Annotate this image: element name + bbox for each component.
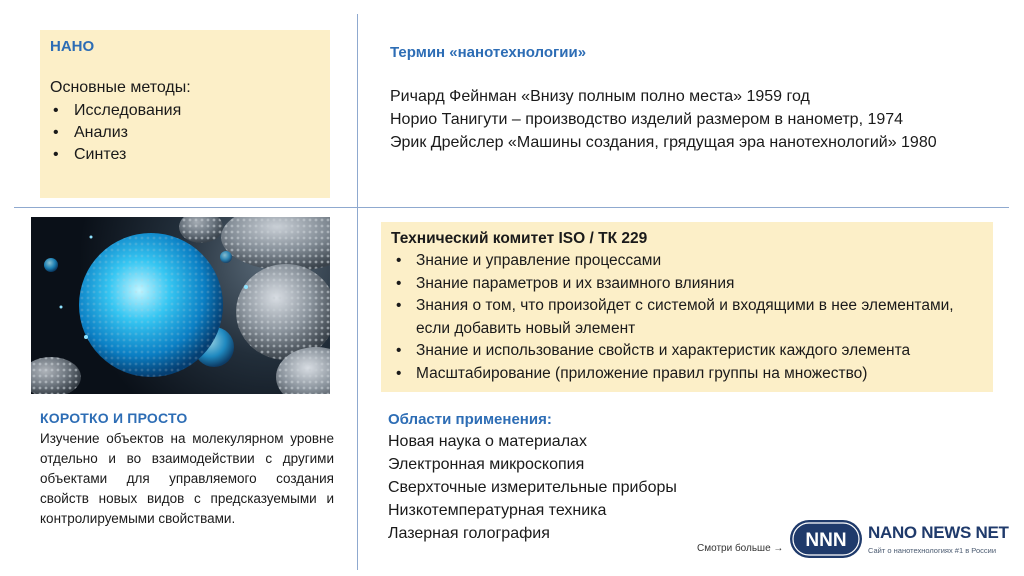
iso-item: • Знание и управление процессами <box>391 250 983 273</box>
nanospheres-illustration <box>31 217 330 394</box>
term-line-drexler: Эрик Дрейслер «Машины создания, грядущая эра нанотехнологий» 1980 <box>390 134 937 151</box>
applications-box <box>388 411 808 545</box>
iso-item: • Знание и использование свойств и характеристик каждого элемента <box>391 340 983 363</box>
iso-item: • Знание параметров и их взаимного влияния <box>391 273 983 296</box>
horizontal-divider <box>14 207 1009 208</box>
application-item: Электронная микроскопия <box>388 456 585 473</box>
nano-title: НАНО <box>50 38 95 55</box>
nnn-logo-icon <box>790 520 862 558</box>
nano-image <box>31 217 330 394</box>
nano-news-net-logo[interactable] <box>790 518 1010 562</box>
term-line-feynman: Ричард Фейнман «Внизу полным полно места» 1959 год <box>390 88 810 105</box>
term-history-list <box>390 85 1010 154</box>
short-description <box>40 410 334 529</box>
methods-list <box>50 100 320 166</box>
application-item: Лазерная голография <box>388 525 550 542</box>
vertical-divider <box>357 14 358 570</box>
iso-title: Технический комитет ISO / ТК 229 <box>391 230 648 247</box>
svg-text:NNN: NNN <box>805 530 847 551</box>
iso-item: • Масштабирование (приложение правил группы на множество) <box>391 363 983 386</box>
short-title: КОРОТКО И ПРОСТО <box>40 410 188 426</box>
short-text: Изучение объектов на молекулярном уровне отдельно и во взаимодействии с другими объектами для управляемого создания свойств новых видов с предсказуемыми и контролируемыми свойствами. <box>40 431 334 526</box>
method-analysis: • Анализ <box>50 122 320 144</box>
application-item: Низкотемпературная техника <box>388 502 607 519</box>
see-more-link[interactable]: Смотри больше → <box>697 543 784 554</box>
logo-tagline: Сайт о нанотехнологиях #1 в России <box>868 546 997 555</box>
iso-list <box>391 250 983 385</box>
term-line-taniguchi: Норио Танигути – производство изделий размером в нанометр, 1974 <box>390 111 904 128</box>
iso-item: • Знания о том, что произойдет с системой и входящими в нее элементами, если добавить новый элемент <box>391 295 983 340</box>
application-item: Новая наука о материалах <box>388 433 587 450</box>
term-box <box>390 44 1010 154</box>
logo-name: NANO NEWS NET <box>868 523 1009 542</box>
methods-title: Основные методы: <box>50 79 191 96</box>
iso-box <box>381 222 993 392</box>
nano-box <box>40 30 330 198</box>
application-item: Сверхточные измерительные приборы <box>388 479 677 496</box>
method-synthesis: • Синтез <box>50 144 320 166</box>
term-title: Термин «нанотехнологии» <box>390 44 587 61</box>
applications-title: Области применения: <box>388 411 552 428</box>
method-research: • Исследования <box>50 100 320 122</box>
applications-list <box>388 430 808 545</box>
